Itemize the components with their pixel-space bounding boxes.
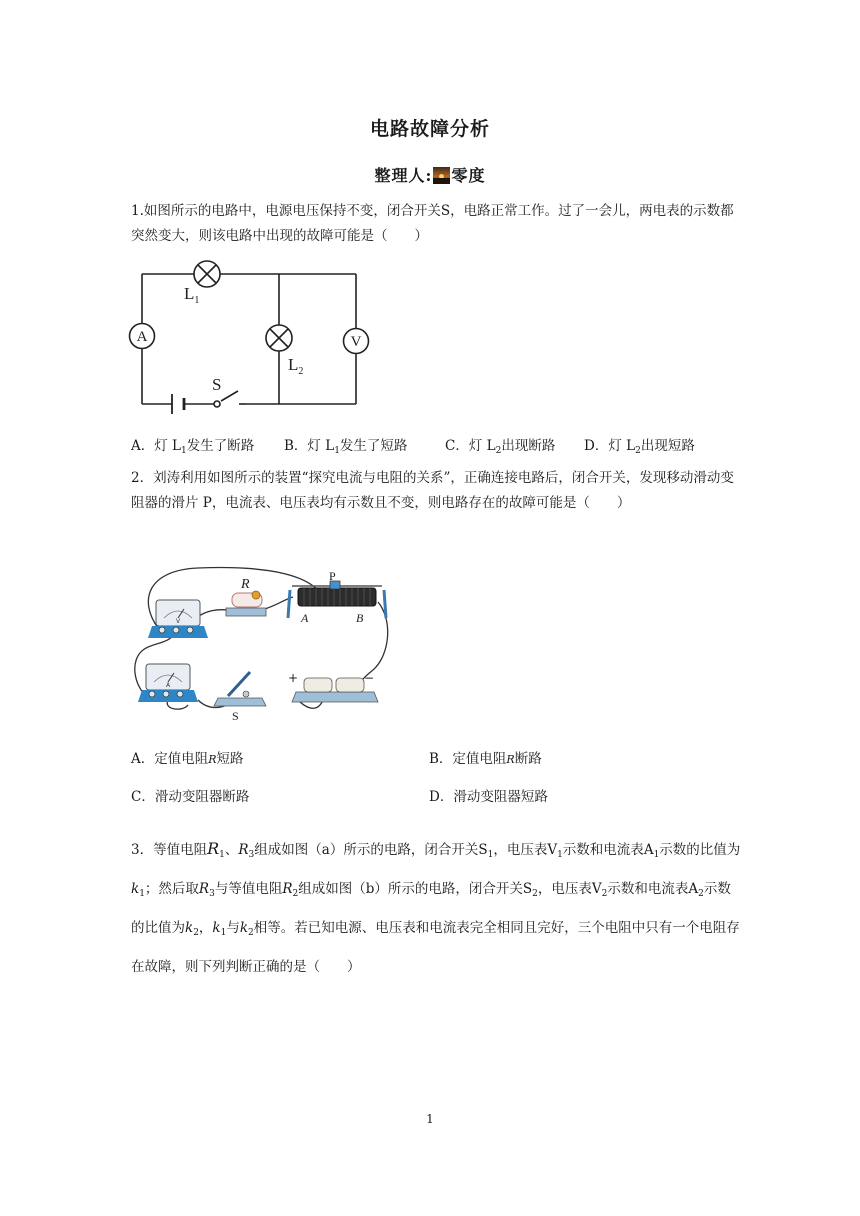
q1-option-a: A．灯 $L_1$发生了断路 xyxy=(131,438,255,456)
battery-minus-label: − xyxy=(364,671,375,685)
ammeter-device xyxy=(138,664,198,702)
q2-option-d: D．滑动变阻器短路 xyxy=(429,789,548,805)
q1-option-d: D．灯 $L_2$出现短路 xyxy=(584,438,695,456)
resistor-label: R xyxy=(241,577,250,592)
author-name: 零度 xyxy=(451,166,486,185)
author-line xyxy=(0,163,860,186)
page-number: 1 xyxy=(426,1112,434,1126)
rheostat-terminal-b: B xyxy=(356,611,364,625)
page-title: 电路故障分析 xyxy=(369,118,490,140)
q1-circuit-diagram xyxy=(128,260,372,416)
slider-label: P xyxy=(329,569,336,583)
switch-label: S xyxy=(232,709,239,723)
ammeter-dial-label: A xyxy=(166,682,171,689)
q2-apparatus-figure xyxy=(128,560,390,728)
q1-option-c: C．灯 $L_2$出现断路 xyxy=(445,438,556,456)
rheostat-terminal-a: A xyxy=(301,611,309,625)
q2-option-b: B．定值电阻R断路 xyxy=(429,751,542,767)
q2-stem: 2．刘涛利用如图所示的装置“探究电流与电阻的关系”，正确连接电路后，闭合开关，发现移动滑动变阻器的滑片 P，电流表、电压表均有示数且不变，则电路存在的故障可能是（ ） xyxy=(131,470,734,511)
voltmeter-dial-label: V xyxy=(176,618,181,625)
battery-plus-label: + xyxy=(288,671,299,685)
voltmeter-device xyxy=(148,600,208,638)
ammeter-label: A xyxy=(136,329,148,345)
q3-stem: 3．等值电阻$R_1$、$R_3$组成如图（a）所示的电路，闭合开关$S_1$，电压表$V_1$示数和电流表$A_1$示数的比值为$k_1$；然后取$R_3$与等值电阻$R_2$组成如图（b）所示的电路，闭合开关$S_2$，电压表$V_2$示数和电流表$A_2$示数的比值为$k_2$，$k_1$与$k_2$相等。若已知电源、电压表和电流表完全相同且完好，三个电阻中只有一个电阻存在故障，则下列判断正确的是（ ） xyxy=(131,839,741,975)
lamp-l2-label: $L_2$ xyxy=(288,355,304,377)
q1-option-b: B．灯 $L_1$发生了短路 xyxy=(284,438,408,456)
knife-switch-device xyxy=(214,672,266,706)
sunset-logo-icon xyxy=(433,167,450,184)
voltmeter-label: V xyxy=(350,334,362,350)
author-prefix: 整理人: xyxy=(374,166,433,185)
resistor-device xyxy=(226,591,266,616)
switch-label: S xyxy=(212,375,222,394)
q2-option-a: A．定值电阻R短路 xyxy=(131,751,244,767)
q2-option-c: C．滑动变阻器断路 xyxy=(131,789,250,805)
lamp-l1-label: $L_1$ xyxy=(184,284,200,306)
q1-stem: 1.如图所示的电路中，电源电压保持不变，闭合开关S，电路正常工作。过了一会儿，两电表的示数都突然变大，则该电路中出现的故障可能是（ ） xyxy=(131,203,734,244)
